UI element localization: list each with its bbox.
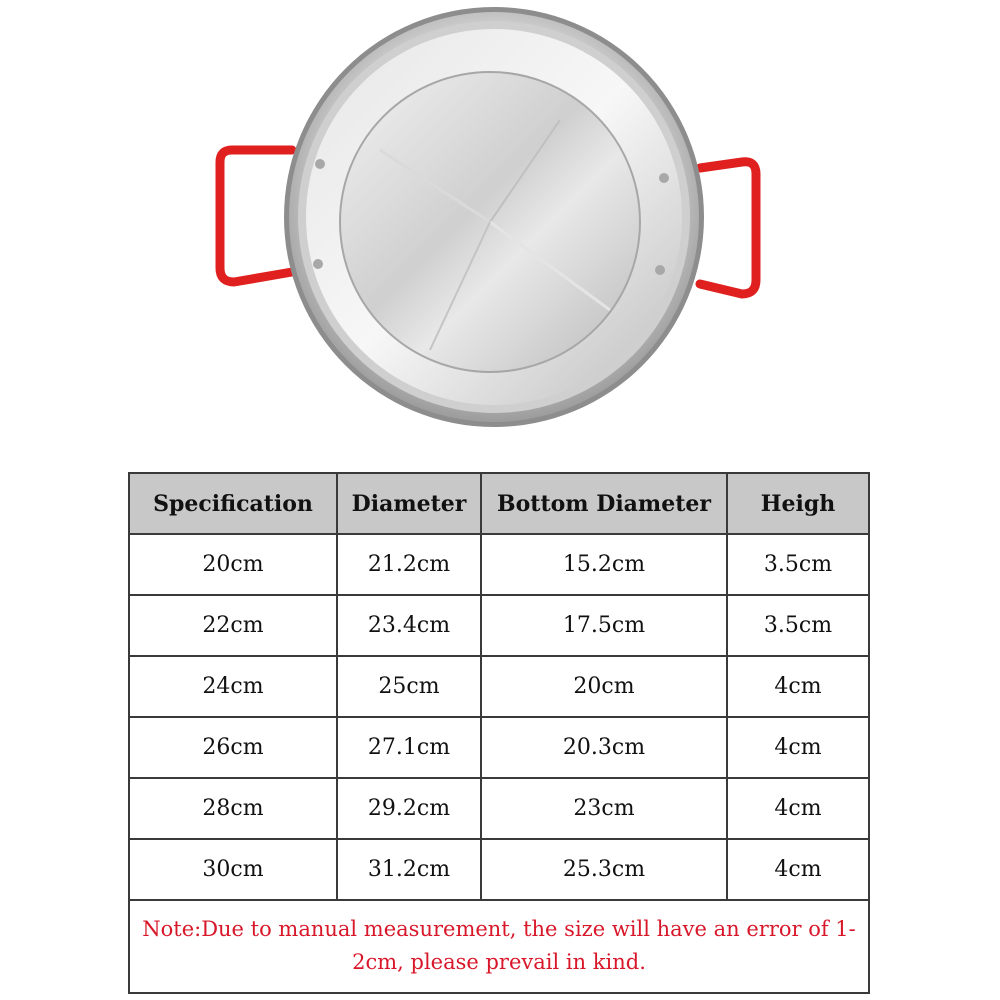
header-height: Heigh	[727, 473, 869, 534]
cell-height: 3.5cm	[727, 595, 869, 656]
cell-bottom-diameter: 20.3cm	[481, 717, 727, 778]
table-row	[129, 778, 869, 839]
cell-bottom-diameter: 25.3cm	[481, 839, 727, 900]
header-bottom-diameter: Bottom Diameter	[481, 473, 727, 534]
cell-specification: 20cm	[129, 534, 337, 595]
cell-height: 4cm	[727, 839, 869, 900]
cell-height: 4cm	[727, 656, 869, 717]
cell-diameter: 31.2cm	[337, 839, 481, 900]
cell-diameter: 23.4cm	[337, 595, 481, 656]
cell-diameter: 27.1cm	[337, 717, 481, 778]
cell-specification: 30cm	[129, 839, 337, 900]
table-row	[129, 534, 869, 595]
cell-bottom-diameter: 23cm	[481, 778, 727, 839]
table-row	[129, 656, 869, 717]
cell-height: 4cm	[727, 778, 869, 839]
cell-bottom-diameter: 17.5cm	[481, 595, 727, 656]
cell-diameter: 29.2cm	[337, 778, 481, 839]
paella-pan-image	[0, 0, 1000, 460]
cell-height: 4cm	[727, 717, 869, 778]
cell-specification: 28cm	[129, 778, 337, 839]
table-row	[129, 839, 869, 900]
cell-specification: 22cm	[129, 595, 337, 656]
left-handle	[220, 150, 292, 282]
header-diameter: Diameter	[337, 473, 481, 534]
size-specification-table	[128, 472, 870, 994]
header-specification: Specification	[129, 473, 337, 534]
cell-specification: 26cm	[129, 717, 337, 778]
measurement-note: Note:Due to manual measurement, the size will have an error of 1-2cm, please prevail in kind.	[129, 900, 869, 993]
cell-bottom-diameter: 15.2cm	[481, 534, 727, 595]
table-row	[129, 717, 869, 778]
note-row	[129, 900, 869, 993]
cell-bottom-diameter: 20cm	[481, 656, 727, 717]
cell-diameter: 21.2cm	[337, 534, 481, 595]
cell-height: 3.5cm	[727, 534, 869, 595]
table-header-row	[129, 473, 869, 534]
cell-diameter: 25cm	[337, 656, 481, 717]
cell-specification: 24cm	[129, 656, 337, 717]
right-handle	[700, 162, 756, 294]
table-row	[129, 595, 869, 656]
